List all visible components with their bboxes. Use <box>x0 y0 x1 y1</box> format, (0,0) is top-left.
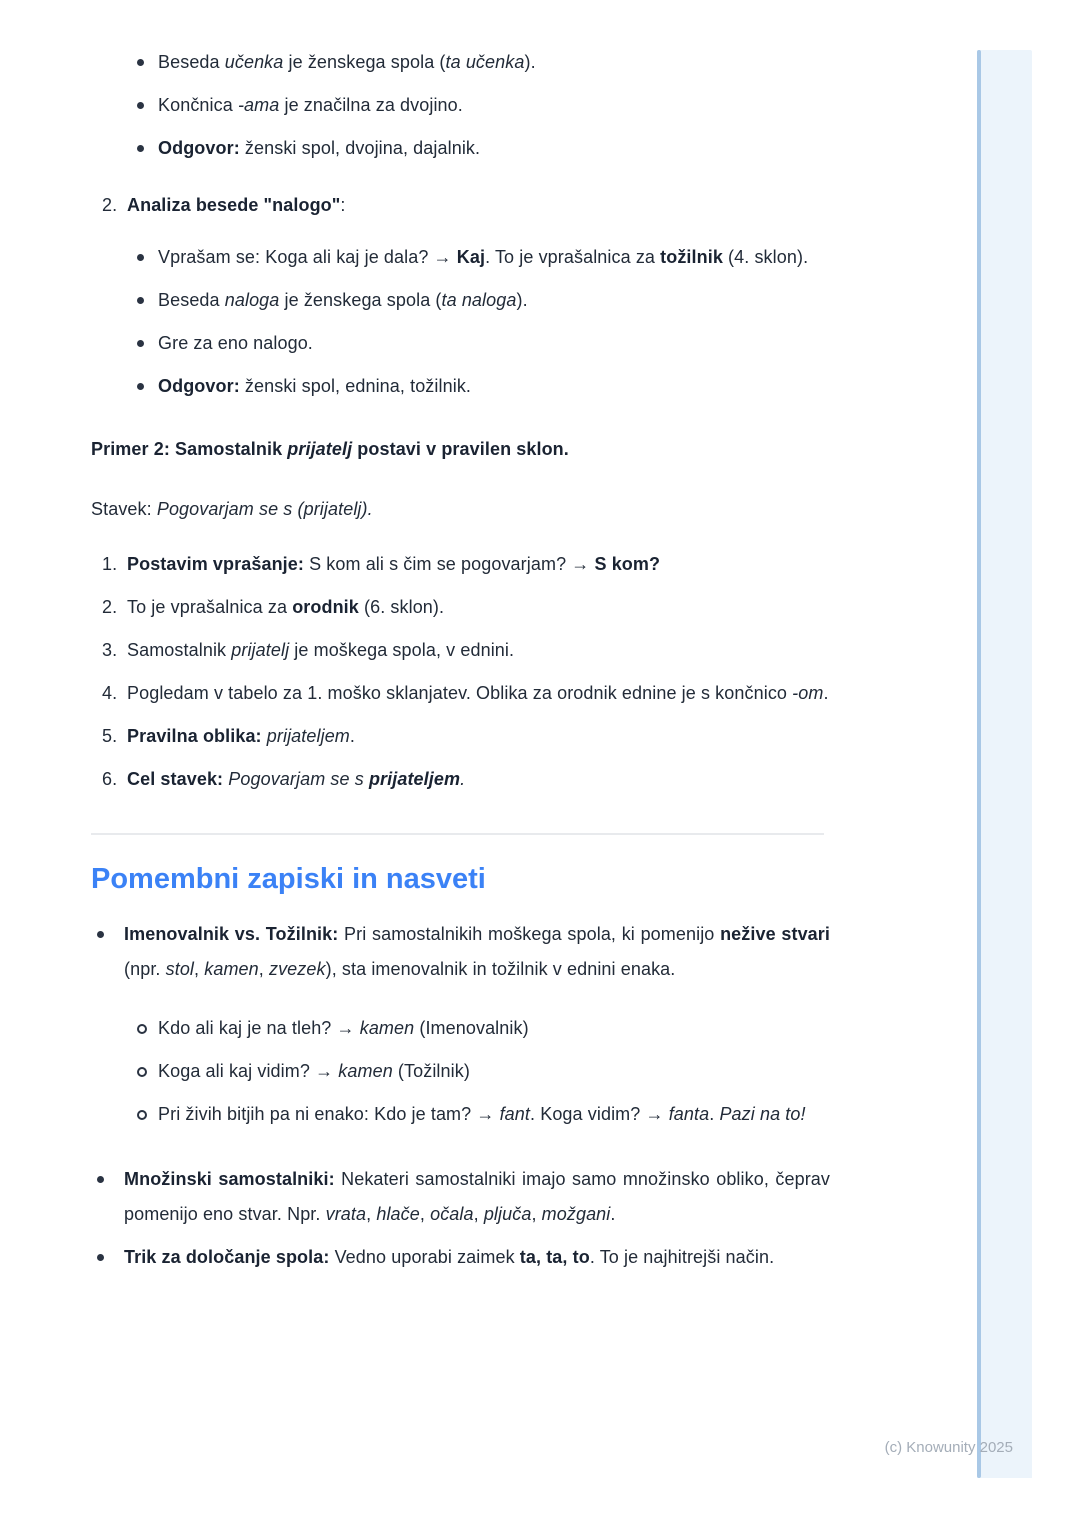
list-item <box>91 131 830 166</box>
sub-list-item <box>124 1097 830 1132</box>
section-divider <box>91 833 824 835</box>
bullet-text: Trik za določanje spola: Vedno uporabi zaimek ta, ta, to. To je najhitrejši način. <box>124 1247 775 1267</box>
step-item <box>91 633 830 668</box>
copyright-watermark: (c) Knowunity 2025 <box>884 1439 1013 1456</box>
sub-list-item <box>124 1054 830 1089</box>
step-item <box>91 590 830 625</box>
analysis-nalogo-bullets <box>91 240 830 404</box>
step-text: Cel stavek: Pogovarjam se s prijateljem. <box>127 769 466 789</box>
step-item <box>91 719 830 754</box>
list-item <box>91 1240 830 1275</box>
bullet-text: Beseda učenka je ženskega spola (ta učenka). <box>158 52 536 72</box>
bullet-text: Koga ali kaj vidim? → kamen (Tožilnik) <box>158 1061 470 1081</box>
steps-list <box>91 547 830 797</box>
bullet-text: Odgovor: ženski spol, dvojina, dajalnik. <box>158 138 481 158</box>
list-item <box>91 917 830 1132</box>
notes-sublist <box>124 1011 830 1132</box>
bullet-text: Pri živih bitjih pa ni enako: Kdo je tam? → fant. Koga vidim? → fanta. Pazi na to! <box>158 1104 806 1124</box>
analysis-nalogo-heading <box>91 188 830 223</box>
primer2-heading: Primer 2: Samostalnik prijatelj postavi v pravilen sklon. <box>91 439 569 459</box>
analysis-ucenka-bullets <box>91 45 830 166</box>
step-text: Pravilna oblika: prijateljem. <box>127 726 356 746</box>
step-item <box>91 676 830 711</box>
list-number: 1. <box>102 554 118 574</box>
bullet-text: Množinski samostalniki: Nekateri samostalniki imajo samo množinsko obliko, čeprav pomenijo eno stvar. Npr. vrata, hlače, očala, pljuča, možgani. <box>124 1169 831 1224</box>
list-item <box>91 283 830 318</box>
list-item <box>91 240 830 275</box>
bullet-text: Vprašam se: Koga ali kaj je dala? → Kaj. To je vprašalnica za tožilnik (4. sklon). <box>158 247 809 267</box>
bullet-text: Imenovalnik vs. Tožilnik: Pri samostalnikih moškega spola, ki pomenijo nežive stvari (npr. stol, kamen, zvezek), sta imenovalnik in tožilnik v ednini enaka. <box>124 924 831 979</box>
list-number: 2. <box>102 195 118 215</box>
scrollbar-track[interactable] <box>977 50 1032 1478</box>
bullet-text: Odgovor: ženski spol, ednina, tožilnik. <box>158 376 472 396</box>
heading-text: Analiza besede "nalogo": <box>127 195 346 215</box>
list-number: 4. <box>102 683 118 703</box>
step-item <box>91 762 830 797</box>
step-text: To je vprašalnica za orodnik (6. sklon). <box>127 597 445 617</box>
step-text: Postavim vprašanje: S kom ali s čim se pogovarjam? → S kom? <box>127 554 661 574</box>
list-number: 5. <box>102 726 118 746</box>
step-item <box>91 547 830 582</box>
list-item <box>91 326 830 361</box>
stavek-line: Stavek: Pogovarjam se s (prijatelj). <box>91 499 373 519</box>
scrollbar-thumb[interactable] <box>977 50 981 1478</box>
list-item <box>91 369 830 404</box>
bullet-text: Kdo ali kaj je na tleh? → kamen (Imenovalnik) <box>158 1018 529 1038</box>
notes-list <box>91 917 830 1275</box>
document-content <box>91 0 830 1283</box>
list-number: 3. <box>102 640 118 660</box>
list-item <box>91 45 830 80</box>
bullet-text: Gre za eno nalogo. <box>158 333 313 353</box>
list-number: 6. <box>102 769 118 789</box>
bullet-text: Beseda naloga je ženskega spola (ta naloga). <box>158 290 528 310</box>
list-number: 2. <box>102 597 118 617</box>
sub-list-item <box>124 1011 830 1046</box>
bullet-text: Končnica -ama je značilna za dvojino. <box>158 95 463 115</box>
step-text: Pogledam v tabelo za 1. moško sklanjatev. Oblika za orodnik ednine je s končnico -om. <box>127 683 829 703</box>
section-heading: Pomembni zapiski in nasveti <box>91 863 486 895</box>
list-item <box>91 1162 830 1232</box>
list-item <box>91 88 830 123</box>
step-text: Samostalnik prijatelj je moškega spola, v ednini. <box>127 640 515 660</box>
